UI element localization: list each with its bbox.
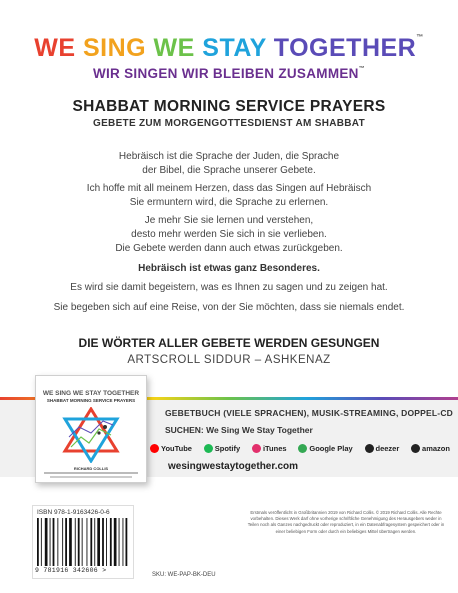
barcode-bar: [75, 518, 76, 566]
barcode-bar: [45, 518, 48, 566]
barcode-bar: [90, 518, 92, 566]
barcode-bar: [123, 518, 124, 566]
paragraph-line: Sie ermuntern wird, die Sprache zu erlernen.: [129, 197, 329, 208]
website-link[interactable]: wesingwestaytogether.com: [168, 461, 299, 472]
sub-heading: GEBETE ZUM MORGENGOTTESDIENST AM SHABBAT: [93, 118, 365, 129]
words-heading: DIE WÖRTER ALLER GEBETE WERDEN GESUNGEN: [78, 336, 380, 350]
cd-title: WE SING WE STAY TOGETHER: [42, 390, 140, 397]
google-play-icon: [298, 444, 307, 453]
barcode-bar: [50, 518, 51, 566]
brand-german-text: WIR SINGEN WIR BLEIBEN ZUSAMMEN: [92, 66, 359, 81]
paragraph-line: Die Gebete werden dann auch etwas zurückgeben.: [115, 243, 343, 254]
barcode-bar: [62, 518, 63, 566]
amazon-icon: [411, 444, 420, 453]
service-amazon[interactable]: amazon: [411, 444, 450, 453]
paragraph-line: Hebräisch ist die Sprache der Juden, die Sprache: [118, 151, 340, 162]
brand-title-german: [0, 66, 458, 81]
cd-fine-print: [44, 472, 138, 474]
spotify-icon: [204, 444, 213, 453]
service-deezer[interactable]: deezer: [365, 444, 400, 453]
service-itunes[interactable]: iTunes: [252, 444, 287, 453]
itunes-icon: [252, 444, 261, 453]
barcode-bar: [37, 518, 39, 566]
streaming-services: [150, 441, 450, 455]
main-heading: SHABBAT MORNING SERVICE PRAYERS: [72, 98, 386, 115]
paragraph-line: Je mehr Sie sie lernen und verstehen,: [144, 215, 314, 226]
paragraph-6: Sie begeben sich auf eine Reise, von der Sie möchten, dass sie niemals endet.: [53, 302, 405, 313]
trademark-mark: ™: [416, 34, 424, 41]
trademark-mark: ™: [358, 66, 366, 72]
paragraph-5: Es wird sie damit begeistern, was es Ihnen zu sagen und zu zeigen hat.: [70, 282, 388, 293]
barcode-bar: [82, 518, 83, 566]
barcode-bar: [87, 518, 88, 566]
barcode-number: 9 781916 342606 >: [35, 567, 107, 574]
cd-cover: [35, 375, 147, 483]
paragraph-line: desto mehr werden Sie sich in sie verlieben.: [131, 229, 327, 240]
service-google-play[interactable]: Google Play: [298, 444, 352, 453]
barcode-bar: [106, 518, 107, 566]
search-hint: SUCHEN: We Sing We Stay Together: [165, 425, 313, 435]
barcode: [32, 505, 134, 579]
barcode-bar: [97, 518, 100, 566]
brand-word: STAY: [202, 34, 274, 62]
barcode-bar: [78, 518, 80, 566]
cd-subtitle: SHABBAT MORNING SERVICE PRAYERS: [46, 398, 136, 403]
service-spotify[interactable]: Spotify: [204, 444, 240, 453]
barcode-bar: [102, 518, 104, 566]
words-subheading: ARTSCROLL SIDDUR – ASHKENAZ: [127, 354, 331, 366]
paragraph-line: der Bibel, die Sprache unserer Gebete.: [142, 165, 316, 176]
legal-notice: Erstmals veröffentlicht in Großbritannien 2019 von Richard Collis. © 2019 Richard Collis. Alle Rechte vorbehalten. Dieses Werk darf ohne vorherige schriftliche Genehmigung des Herausgebers weder in Teilen noch als Ganzes nachgedruckt oder reproduziert, in ein Datenabfragesystem gespeichert oder in einer beliebigen Form oder durch ein beliebiges Mittel übertragen werden.: [247, 510, 445, 534]
barcode-bar: [110, 518, 112, 566]
barcode-bar: [41, 518, 42, 566]
paragraph-line: Ich hoffe mit all meinem Herzen, dass das Singen auf Hebräisch: [86, 183, 372, 194]
barcode-bar: [126, 518, 128, 566]
cd-fine-print: [50, 476, 132, 478]
paragraph-4: Hebräisch ist etwas ganz Besonderes.: [138, 263, 320, 274]
star-of-david-icon: [61, 407, 121, 463]
paragraph-1: [30, 150, 428, 178]
barcode-bar: [94, 518, 95, 566]
barcode-bar: [114, 518, 117, 566]
brand-word: SING: [82, 34, 154, 62]
paragraph-3: [30, 214, 428, 256]
barcode-bars: [37, 518, 131, 566]
brand-word: WE: [153, 34, 203, 62]
brand-word: TOGETHER: [273, 34, 417, 62]
barcode-bar: [53, 518, 55, 566]
brand-title-english: [0, 34, 458, 63]
sku-text: SKU: WE-PAP-BK-DEU: [152, 572, 216, 578]
barcode-bar: [65, 518, 67, 566]
product-formats: GEBETBUCH (VIELE SPRACHEN), MUSIK-STREAMING, DOPPEL-CD: [165, 408, 454, 418]
cd-author: RICHARD COLLIS: [73, 466, 109, 471]
barcode-bar: [57, 518, 58, 566]
paragraph-2: [30, 182, 428, 210]
brand-word: WE: [34, 34, 83, 62]
youtube-icon: [150, 444, 159, 453]
brand-title-text: [34, 34, 416, 62]
barcode-bar: [69, 518, 72, 566]
service-youtube[interactable]: YouTube: [150, 444, 192, 453]
deezer-icon: [365, 444, 374, 453]
barcode-bar: [119, 518, 120, 566]
isbn-text: ISBN 978-1-9163426-0-6: [37, 509, 110, 516]
